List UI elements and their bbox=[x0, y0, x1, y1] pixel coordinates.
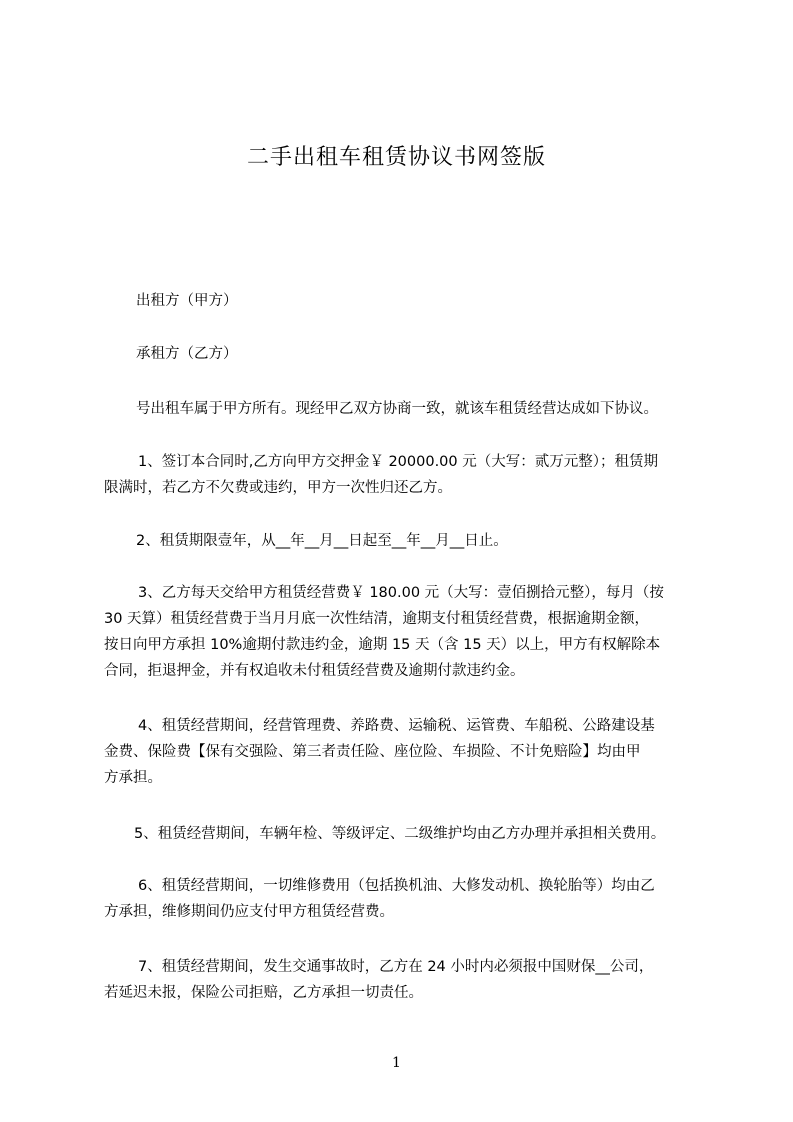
text-line: 3、乙方每天交给甲方租赁经营费￥ 180.00 元（大写：壹佰捌拾元整），每月（按 bbox=[138, 585, 664, 601]
text-line: 限满时，若乙方不欠费或违约，甲方一次性归还乙方。 bbox=[104, 480, 452, 496]
text-line: 号出租车属于甲方所有。现经甲乙双方协商一致，就该车租赁经营达成如下协议。 bbox=[136, 401, 658, 417]
text-line: 1、签订本合同时,乙方向甲方交押金￥ 20000.00 元（大写：贰万元整）；租赁期 bbox=[138, 454, 658, 470]
clause-2 bbox=[136, 528, 746, 554]
clause-6 bbox=[104, 873, 714, 925]
clause-4 bbox=[104, 713, 714, 791]
clause-7 bbox=[104, 954, 714, 1006]
clause-1 bbox=[104, 449, 714, 501]
clause-3 bbox=[104, 580, 714, 684]
text-line: 方承担。 bbox=[104, 770, 162, 786]
text-line: 承租方（乙方） bbox=[136, 346, 238, 362]
text-line: 按日向甲方承担 10%逾期付款违约金，逾期 15 天（含 15 天）以上，甲方有权解除本 bbox=[104, 637, 661, 653]
text-line: 30 天算）租赁经营费于当月月底一次性结清，逾期支付租赁经营费，根据逾期金额， bbox=[104, 611, 650, 627]
text-line: 4、租赁经营期间，经营管理费、养路费、运输税、运管费、车船税、公路建设基 bbox=[138, 718, 655, 734]
lessee-line bbox=[136, 341, 746, 367]
text-line: 7、租赁经营期间，发生交通事故时，乙方在 24 小时内必须报中国财保__公司， bbox=[138, 959, 654, 975]
text-line: 2、租赁期限壹年，从__年__月__日起至__年__月__日止。 bbox=[136, 533, 508, 549]
text-line: 6、租赁经营期间，一切维修费用（包括换机油、大修发动机、换轮胎等）均由乙 bbox=[138, 878, 655, 894]
clause-5 bbox=[134, 821, 744, 847]
text-line: 金费、保险费【保有交强险、第三者责任险、座位险、车损险、不计免赔险】均由甲 bbox=[104, 744, 641, 760]
page-number: 1 bbox=[392, 1055, 401, 1071]
text-line: 合同，拒退押金，并有权追收未付租赁经营费及逾期付款违约金。 bbox=[104, 663, 525, 679]
document-title: 二手出租车租赁协议书网签版 bbox=[246, 145, 546, 170]
text-line: 5、租赁经营期间，车辆年检、等级评定、二级维护均由乙方办理并承担相关费用。 bbox=[134, 826, 666, 842]
lessor-line bbox=[136, 288, 746, 314]
text-line: 出租方（甲方） bbox=[136, 293, 238, 309]
intro-paragraph bbox=[136, 396, 746, 422]
text-line: 方承担，维修期间仍应支付甲方租赁经营费。 bbox=[104, 904, 394, 920]
text-line: 若延迟未报，保险公司拒赔，乙方承担一切责任。 bbox=[104, 985, 423, 1001]
